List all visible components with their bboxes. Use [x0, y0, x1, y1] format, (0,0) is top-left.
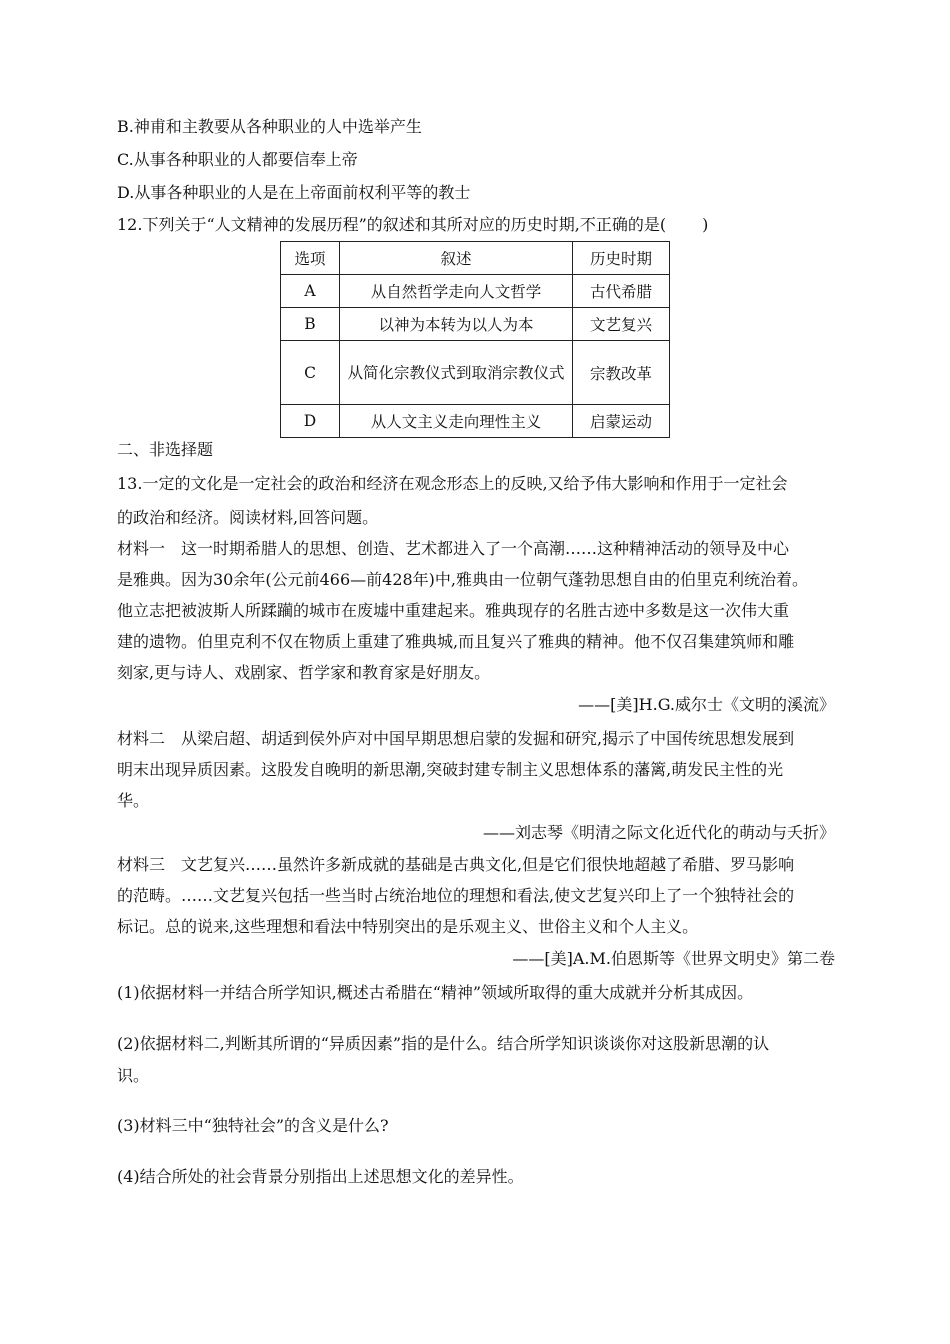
- material1-line: 刻家,更与诗人、戏剧家、哲学家和教育家是好朋友。: [117, 663, 491, 682]
- subquestion-1: (1)依据材料一并结合所学知识,概述古希腊在“精神”领域所取得的重大成就并分析其成因。: [117, 983, 754, 1002]
- row-option: A: [281, 275, 340, 308]
- header-desc: 叙述: [340, 242, 573, 275]
- q11-option-c: C.从事各种职业的人都要信奉上帝: [117, 150, 358, 169]
- row-desc: 从简化宗教仪式到取消宗教仪式: [340, 341, 573, 405]
- material2-label: 材料二: [117, 729, 166, 748]
- material2-text: 从梁启超、胡适到侯外庐对中国早期思想启蒙的发掘和研究,揭示了中国传统思想发展到: [181, 729, 795, 748]
- row-option: D: [281, 405, 340, 438]
- q12-stem-close: ): [702, 215, 709, 234]
- material2-source: ——刘志琴《明清之际文化近代化的萌动与夭折》: [482, 823, 835, 842]
- material3-label: 材料三: [117, 855, 166, 874]
- subquestion-2-line: 识。: [117, 1066, 150, 1085]
- row-option: B: [281, 308, 340, 341]
- table-row: [281, 405, 670, 438]
- q11-option-d: D.从事各种职业的人是在上帝面前权利平等的教士: [117, 183, 471, 202]
- q12-stem: [117, 215, 708, 235]
- material1-source: ——[美]H.G.威尔士《文明的溪流》: [578, 695, 835, 714]
- row-period: 古代希腊: [573, 275, 670, 308]
- q11-option-b: B.神甫和主教要从各种职业的人中选举产生: [117, 117, 422, 136]
- material3-line: 标记。总的说来,这些理想和看法中特别突出的是乐观主义、世俗主义和个人主义。: [117, 917, 699, 936]
- row-option: C: [281, 341, 340, 405]
- row-desc: 从自然哲学走向人文哲学: [340, 275, 573, 308]
- table-row: [281, 308, 670, 341]
- row-period: 启蒙运动: [573, 405, 670, 438]
- subquestion-4: (4)结合所处的社会背景分别指出上述思想文化的差异性。: [117, 1167, 524, 1186]
- row-period: 文艺复兴: [573, 308, 670, 341]
- section-title: 二、非选择题: [117, 440, 214, 459]
- row-desc: 从人文主义走向理性主义: [340, 405, 573, 438]
- material1-line: [117, 539, 789, 559]
- table-header-row: [281, 242, 670, 275]
- header-period: 历史时期: [573, 242, 670, 275]
- material3-text: 文艺复兴……虽然许多新成就的基础是古典文化,但是它们很快地超越了希腊、罗马影响: [181, 855, 795, 874]
- table-row: [281, 341, 670, 405]
- material3-source: ——[美]A.M.伯恩斯等《世界文明史》第二卷: [512, 949, 835, 968]
- q13-intro-line: 的政治和经济。阅读材料,回答问题。: [117, 508, 379, 527]
- material1-line: 他立志把被波斯人所蹂躏的城市在废墟中重建起来。雅典现存的名胜古迹中多数是这一次伟大重: [117, 601, 790, 620]
- subquestion-3: (3)材料三中“独特社会”的含义是什么?: [117, 1116, 389, 1135]
- header-option: 选项: [281, 242, 340, 275]
- material3-line: 的范畴。……文艺复兴包括一些当时占统治地位的理想和看法,使文艺复兴印上了一个独特社会的: [117, 886, 795, 905]
- material2-line: [117, 729, 794, 749]
- material3-line: [117, 855, 794, 875]
- material1-text: 这一时期希腊人的思想、创造、艺术都进入了一个高潮……这种精神活动的领导及中心: [181, 539, 790, 558]
- material1-line: 是雅典。因为30余年(公元前466—前428年)中,雅典由一位朝气蓬勃思想自由的伯里克利统治着。: [117, 570, 809, 589]
- q13-intro-line: 13.一定的文化是一定社会的政治和经济在观念形态上的反映,又给予伟大影响和作用于一定社会: [117, 474, 788, 493]
- material1-label: 材料一: [117, 539, 166, 558]
- material2-line: 华。: [117, 791, 150, 810]
- subquestion-2-line: (2)依据材料二,判断其所谓的“异质因素”指的是什么。结合所学知识谈谈你对这股新思潮的认: [117, 1034, 770, 1053]
- q12-table: [280, 241, 670, 438]
- q12-stem-text: 12.下列关于“人文精神的发展历程”的叙述和其所对应的历史时期,不正确的是(: [117, 215, 667, 234]
- row-period: 宗教改革: [573, 341, 670, 405]
- table-row: [281, 275, 670, 308]
- material1-line: 建的遗物。伯里克利不仅在物质上重建了雅典城,而且复兴了雅典的精神。他不仅召集建筑师和雕: [117, 632, 795, 651]
- material2-line: 明末出现异质因素。这股发自晚明的新思潮,突破封建专制主义思想体系的藩篱,萌发民主性的光: [117, 760, 784, 779]
- row-desc: 以神为本转为以人为本: [340, 308, 573, 341]
